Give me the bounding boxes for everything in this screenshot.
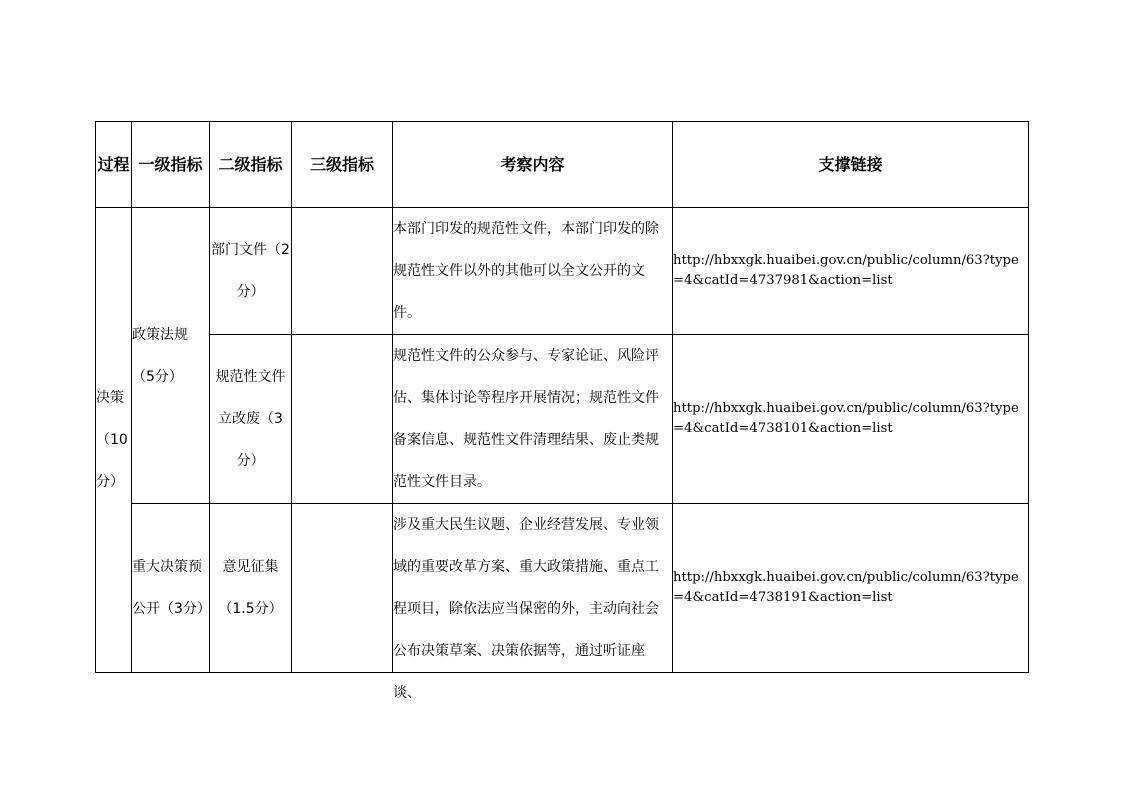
header-row: [96, 122, 1029, 208]
header-level1: 一级指标: [132, 122, 210, 208]
header-link: 支撑链接: [673, 122, 1029, 208]
level1-cell: 政策法规（5分）: [132, 208, 210, 504]
header-level3: 三级指标: [292, 122, 393, 208]
level2-cell: 意见征集（1.5分）: [210, 504, 292, 673]
content-clip: [393, 504, 672, 701]
link-cell[interactable]: http://hbxxgk.huaibei.gov.cn/public/column/63?type=4&catId=4738101&action=list: [673, 335, 1029, 504]
header-process: 过程: [96, 122, 132, 208]
content-cell: 本部门印发的规范性文件，本部门印发的除规范性文件以外的其他可以全文公开的文件。: [393, 208, 673, 335]
link-cell[interactable]: http://hbxxgk.huaibei.gov.cn/public/column/63?type=4&catId=4738191&action=list: [673, 504, 1029, 673]
table-row: [96, 504, 1029, 673]
level2-cell: 规范性文件立改废（3分）: [210, 335, 292, 504]
level1-cell: 重大决策预公开（3分）: [132, 504, 210, 673]
table-row: [96, 335, 1029, 504]
header-content: 考察内容: [393, 122, 673, 208]
policy-index-table: [95, 121, 1029, 701]
table-row: [96, 208, 1029, 335]
level3-cell: [292, 335, 393, 504]
content-cell-wrapper: [393, 504, 673, 701]
content-cell: 规范性文件的公众参与、专家论证、风险评估、集体讨论等程序开展情况；规范性文件备案信息、规范性文件清理结果、废止类规范性文件目录。: [393, 335, 673, 504]
content-text: 涉及重大民生议题、企业经营发展、专业领域的重要改革方案、重大政策措施、重点工程项目，除依法应当保密的外，主动向社会公布决策草案、决策依据等，通过听证座谈、: [393, 517, 659, 701]
level3-cell: [292, 208, 393, 335]
header-level2: 二级指标: [210, 122, 292, 208]
level3-cell: [292, 504, 393, 673]
level2-cell: 部门文件（2分）: [210, 208, 292, 335]
link-cell[interactable]: http://hbxxgk.huaibei.gov.cn/public/column/63?type=4&catId=4737981&action=list: [673, 208, 1029, 335]
process-cell: 决策（10分）: [96, 208, 132, 673]
